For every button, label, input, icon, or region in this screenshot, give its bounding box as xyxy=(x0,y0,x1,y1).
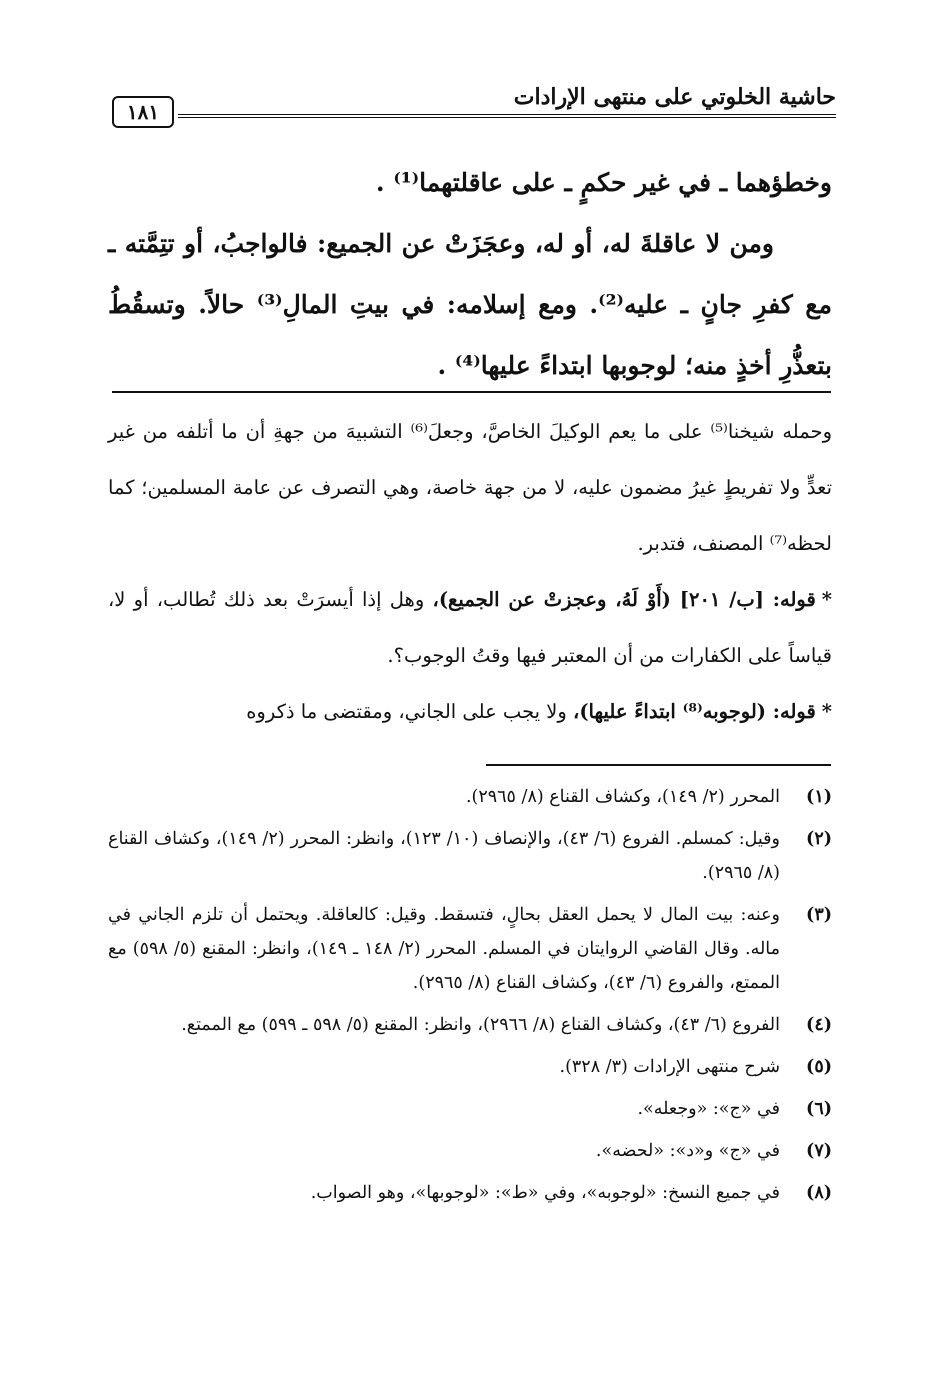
footnote-number: (٢) xyxy=(806,829,832,849)
footnote-item xyxy=(108,1092,832,1126)
page-header xyxy=(112,76,836,132)
asterisk-marker: * xyxy=(821,588,832,611)
footnote-text: في «ج» و«د»: «لحضه». xyxy=(595,1141,780,1161)
commentary-paragraph-1: وحمله شيخنا⁽⁵⁾ على ما يعم الوكيلَ الخاصَّ، وجعلَ⁽⁶⁾ التشبيهَ من جهةِ أن ما أتلفه من غير تعدٍّ ولا تفريطٍ غيرُ مضمون عليه، لا من جهة خاصة، وهي التصرف عن عامة المسلمين؛ كما لحظه⁽⁷⁾ المصنف، فتدبر. xyxy=(108,420,832,555)
footnote-item xyxy=(108,1050,832,1084)
footnote-item xyxy=(108,1008,832,1042)
running-title: حاشية الخلوتي على منتهى الإرادات xyxy=(513,84,836,110)
commentary-gloss: وهل إذا أيسرَتْ بعد ذلك تُطالب، أو لا، قياساً على الكفارات من أن المعتبر فيها وقتُ الوجوب؟. xyxy=(108,588,832,667)
matn-paragraph-1: وخطؤهما ـ في غير حكمٍ ـ على عاقلتهما⁽¹⁾ . xyxy=(375,168,832,197)
footnote-number: (٥) xyxy=(806,1057,832,1077)
footnote-number: (٣) xyxy=(806,905,832,925)
footnotes xyxy=(108,780,832,1218)
matn-commentary-divider xyxy=(112,391,831,393)
commentary-text xyxy=(108,404,832,740)
footnote-text: الفروع (٦/ ٤٣)، وكشاف القناع (٨/ ٢٩٦٦)، وانظر: المقنع (٥/ ٥٩٨ ـ ٥٩٩) مع الممتع. xyxy=(181,1015,780,1035)
footnote-item xyxy=(108,780,832,814)
footnote-text: شرح منتهى الإرادات (٣/ ٣٢٨). xyxy=(559,1057,780,1077)
matn-paragraph-2: ومن لا عاقلةَ له، أو له، وعجَزَتْ عن الجميع: فالواجبُ، أو تتِمَّته ـ مع كفرِ جانٍ ـ عليه⁽²⁾. ومع إسلامه: في بيتِ المالِ⁽³⁾ حالاً. وتسقُطُ بتعذُّرِ أخذٍ منه؛ لوجوبها ابتداءً عليها⁽⁴⁾ . xyxy=(108,229,832,380)
commentary-paragraph-2 xyxy=(108,572,832,684)
asterisk-marker: * xyxy=(821,700,832,723)
footnote-number: (٧) xyxy=(806,1141,832,1161)
matn-text xyxy=(108,152,832,396)
footnote-number: (٨) xyxy=(806,1183,832,1203)
footnote-text: المحرر (٢/ ١٤٩)، وكشاف القناع (٨/ ٢٩٦٥). xyxy=(465,787,780,807)
page-number: ١٨١ xyxy=(112,96,174,128)
footnote-item xyxy=(108,822,832,890)
commentary-paragraph-3 xyxy=(108,684,832,740)
footnote-text: وعنه: بيت المال لا يحمل العقل بحالٍ، فتسقط. وقيل: كالعاقلة. ويحتمل أن تلزم الجاني في ماله. وقال القاضي الروايتان في المسلم. المحرر (٢/ ١٤٨ ـ ١٤٩)، وانظر: المقنع (٥/ ٥٩٨) مع الممتع، والفروع (٦/ ٤٣)، وكشاف القناع (٨/ ٢٩٦٥). xyxy=(108,905,781,993)
commentary-gloss: ولا يجب على الجاني، ومقتضى ما ذكروه xyxy=(246,700,574,723)
footnote-number: (٤) xyxy=(806,1015,832,1035)
footnote-text: في جميع النسخ: «لوجوبه»، وفي «ط»: «لوجوبها»، وهو الصواب. xyxy=(310,1183,780,1203)
footnote-item xyxy=(108,898,832,1000)
footnote-number: (٦) xyxy=(806,1099,832,1119)
commentary-lemma: قوله: [ب/ ٢٠١] (أَوْ لَهُ، وعجزتْ عن الجميع)، xyxy=(432,588,816,611)
header-double-rule xyxy=(178,114,836,118)
footnote-text: وقيل: كمسلم. الفروع (٦/ ٤٣)، والإنصاف (١٠/ ١٢٣)، وانظر: المحرر (٢/ ١٤٩)، وكشاف القناع (٨/ ٢٩٦٥). xyxy=(108,829,780,883)
footnote-separator xyxy=(486,764,831,766)
commentary-lemma: قوله: (لوجوبه⁽⁸⁾ ابتداءً عليها)، xyxy=(573,700,816,723)
footnote-text: في «ج»: «وجعله». xyxy=(637,1099,780,1119)
footnote-item xyxy=(108,1134,832,1168)
footnote-item xyxy=(108,1176,832,1210)
footnote-number: (١) xyxy=(806,787,832,807)
